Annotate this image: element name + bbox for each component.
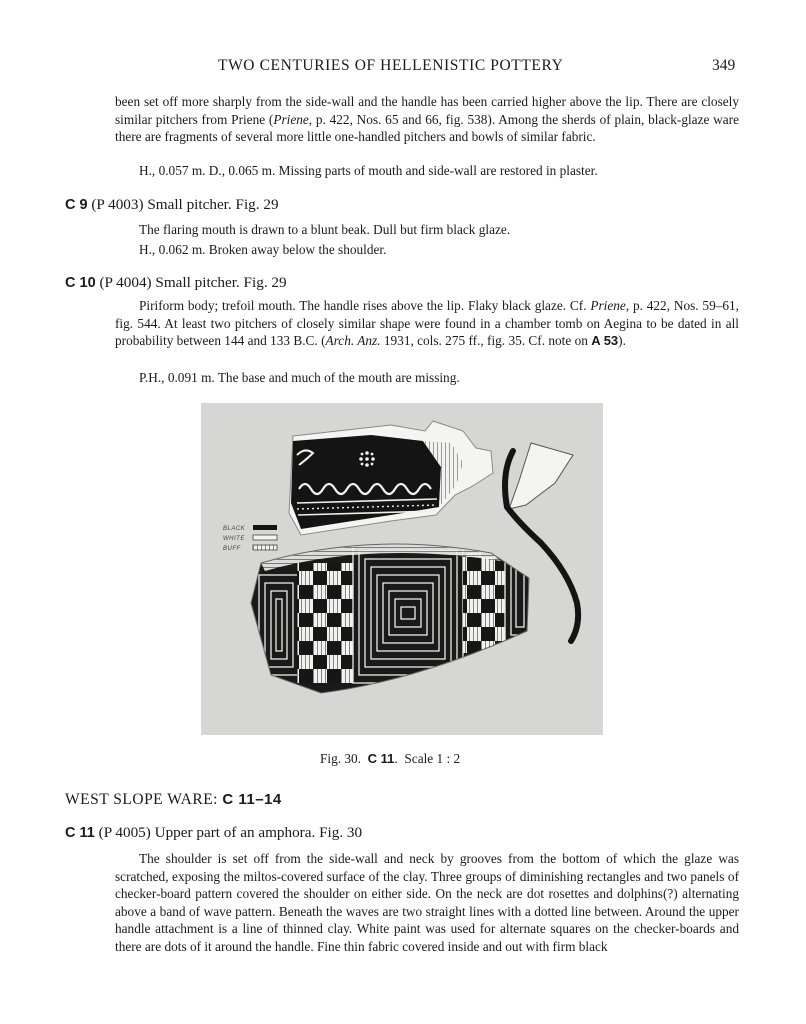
legend-swatch-buff xyxy=(253,545,277,550)
legend-label: WHITE xyxy=(223,536,245,542)
catalogue-number: C 9 xyxy=(65,197,88,213)
legend-label: BUFF xyxy=(223,546,241,552)
shoulder-fragment xyxy=(241,523,541,703)
running-title: TWO CENTURIES OF HELLENISTIC POTTERY xyxy=(218,57,564,74)
page-number: 349 xyxy=(712,57,736,74)
entry-c9-measurements: H., 0.062 m. Broken away below the shoulder. xyxy=(139,242,387,257)
page-header xyxy=(0,57,806,79)
section-range: C 11–14 xyxy=(222,791,282,808)
caption-catalogue-number: C 11 xyxy=(367,751,395,766)
legend-swatch-black xyxy=(253,525,277,530)
entry-c9-description: The flaring mouth is drawn to a blunt beak. Dull but firm black glaze. xyxy=(139,222,511,237)
intro-paragraph: been set off more sharply from the side-wall and the handle has been carried higher above the lip. There are closely similar pitchers from Priene (Priene, p. 422, Nos. 65 and 66, fig. 538). Among the sherds of plain, black-glaze ware there are fragments of several more little one-handled pitchers and bowls of similar fabric. xyxy=(115,94,739,145)
intro-measurements: H., 0.057 m. D., 0.065 m. Missing parts of mouth and side-wall are restored in plaster. xyxy=(139,163,598,178)
legend xyxy=(223,525,277,552)
entry-c11-description: The shoulder is set off from the side-wall and neck by grooves from the bottom of which the glaze was scratched, exposing the miltos-covered surface of the clay. Three groups of diminishing rectangles and two panels of checker-board pattern covered the shoulder on either side. On the neck are dot rosettes and dolphins(?) alternating above a band of wave pattern. Beneath the waves are two straight lines with a dotted line between. Around the upper handle attachment is a line of thinned clay. White paint was used for alternate squares on the checker-boards and there are dots of it around the handle. Fine thin fabric covered inside and out with firm black xyxy=(115,851,739,954)
entry-c10-heading: C 10 (P 4004) Small pitcher. Fig. 29 xyxy=(65,274,287,291)
entry-c9-heading: C 9 (P 4003) Small pitcher. Fig. 29 xyxy=(65,196,279,213)
catalogue-number: C 11 xyxy=(65,825,95,841)
handle-fragment xyxy=(509,443,573,509)
legend-swatch-white xyxy=(253,535,277,540)
figure-caption: Fig. 30. C 11. Scale 1 : 2 xyxy=(320,751,461,766)
entry-c11-heading: C 11 (P 4005) Upper part of an amphora. Fig. 30 xyxy=(65,824,363,841)
priene-ref: Priene xyxy=(273,111,309,127)
amphora-fragments-drawing xyxy=(201,403,603,735)
entry-c10-measurements: P.H., 0.091 m. The base and much of the mouth are missing. xyxy=(139,370,460,385)
entry-c10-description: Piriform body; trefoil mouth. The handle rises above the lip. Flaky black glaze. Cf. Priene, p. 422, Nos. 59–61, fig. 544. At least two pitchers of closely similar shape were found in a chamber tomb on Aegina to be dated in all probability between 144 and 133 B.C. (Arch. Anz. 1931, cols. 275 ff., fig. 35. Cf. note on A 53). xyxy=(115,298,739,349)
section-heading: WEST SLOPE WARE: C 11–14 xyxy=(65,791,282,808)
legend-label: BLACK xyxy=(223,526,246,532)
catalogue-number: C 10 xyxy=(65,275,96,291)
dot-rosette xyxy=(359,451,375,467)
figure-30-photo xyxy=(201,403,603,735)
